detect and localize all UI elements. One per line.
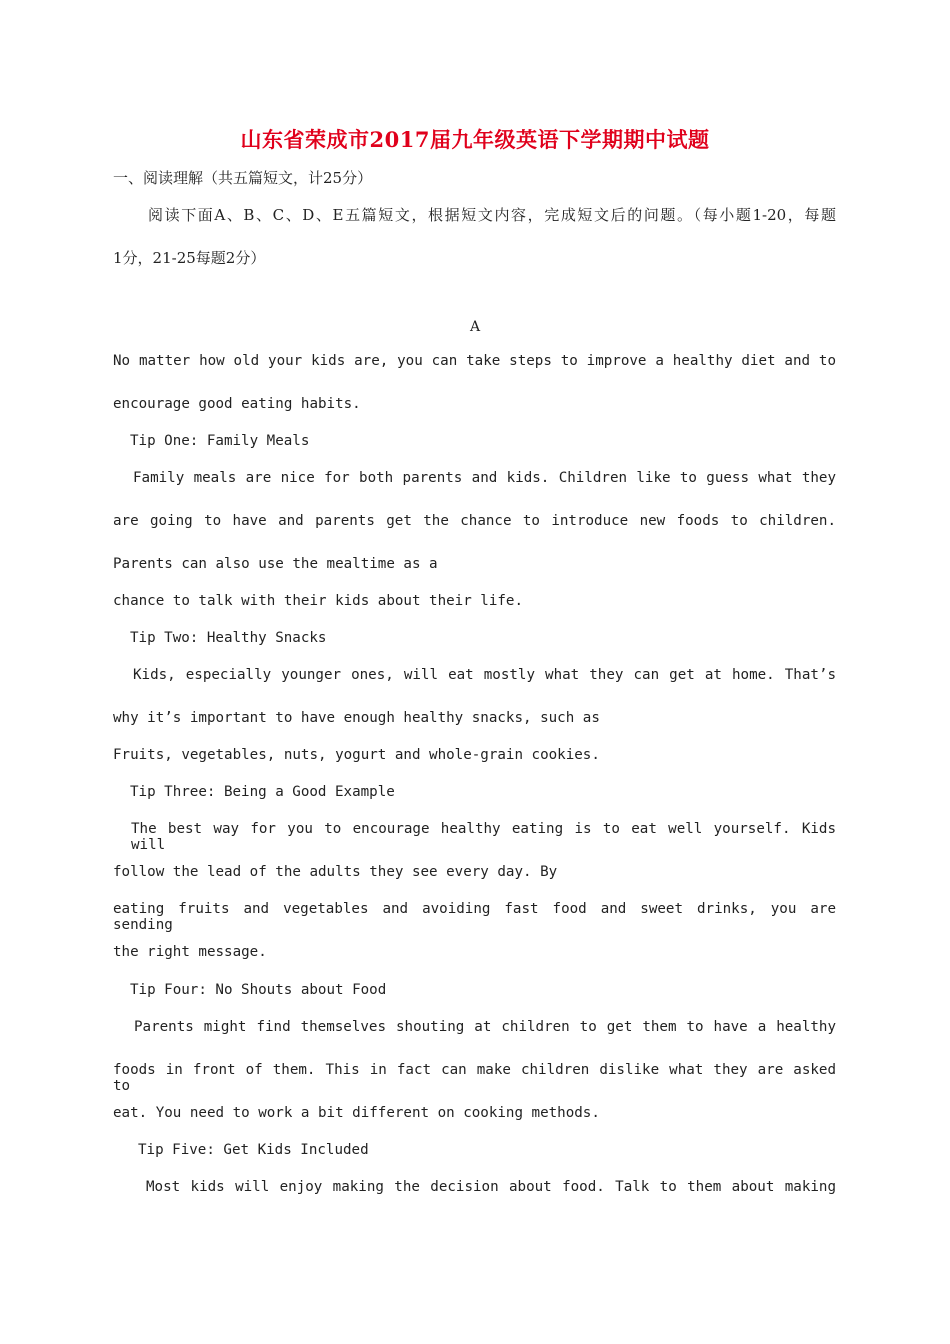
passage-line: Most kids will enjoy making the decision about food. Talk to them about making (146, 1179, 836, 1195)
section-heading: 一、阅读理解（共五篇短文，计25分） (113, 169, 373, 187)
passage-line: eating fruits and vegetables and avoiding fast food and sweet drinks, you are sending (113, 901, 836, 933)
passage-label: A (469, 319, 481, 335)
tip-heading: Tip Two: Healthy Snacks (130, 630, 327, 646)
passage-line: foods in front of them. This in fact can make children dislike what they are asked to (113, 1062, 836, 1094)
instruction-line: 阅读下面A、B、C、D、E五篇短文，根据短文内容，完成短文后的问题。（每小题1-20，每题 (148, 206, 836, 224)
passage-line: follow the lead of the adults they see every day. By (113, 864, 558, 880)
instruction-line: 1分，21-25每题2分） (113, 249, 266, 267)
passage-line: eat. You need to work a bit different on cooking methods. (113, 1105, 600, 1121)
passage-line: the right message. (113, 944, 267, 960)
passage-line: Family meals are nice for both parents and kids. Children like to guess what they (133, 470, 836, 486)
passage-line: The best way for you to encourage healthy eating is to eat well yourself. Kids will (131, 821, 836, 853)
tip-heading: Tip Three: Being a Good Example (130, 784, 395, 800)
page-title: 山东省荣成市2017届九年级英语下学期期中试题 (240, 127, 710, 152)
passage-line: No matter how old your kids are, you can take steps to improve a healthy diet and to (113, 353, 836, 369)
passage-line: Kids, especially younger ones, will eat mostly what they can get at home. That’s (133, 667, 836, 683)
passage-line: Parents might find themselves shouting at children to get them to have a healthy (134, 1019, 836, 1035)
tip-heading: Tip Five: Get Kids Included (138, 1142, 369, 1158)
tip-heading: Tip One: Family Meals (130, 433, 310, 449)
passage-line: encourage good eating habits. (113, 396, 361, 412)
passage-line: are going to have and parents get the chance to introduce new foods to children. (113, 513, 836, 529)
passage-line: chance to talk with their kids about their life. (113, 593, 523, 609)
passage-line: Fruits, vegetables, nuts, yogurt and whole-grain cookies. (113, 747, 600, 763)
passage-line: Parents can also use the mealtime as a (113, 556, 438, 572)
passage-line: why it’s important to have enough healthy snacks, such as (113, 710, 600, 726)
tip-heading: Tip Four: No Shouts about Food (130, 982, 387, 998)
